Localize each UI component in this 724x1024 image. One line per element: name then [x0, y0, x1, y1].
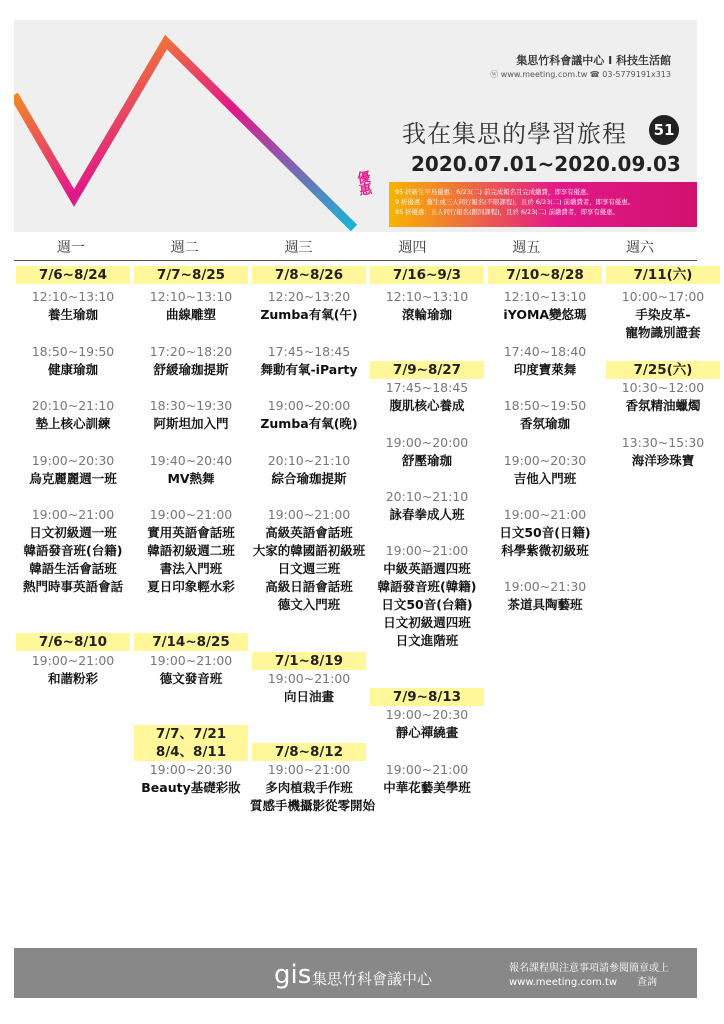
class-time: 19:00~21:00: [385, 543, 469, 558]
weekday-label: 週一: [56, 240, 85, 256]
class-time: 10:30~12:00: [621, 380, 705, 395]
class-time: 19:00~21:00: [31, 653, 115, 668]
class-time: 18:30~19:30: [149, 398, 233, 413]
date-range-label: 7/1~8/19: [252, 652, 366, 670]
weekday-label: 週四: [398, 240, 427, 256]
class-time: 19:00~20:30: [385, 707, 469, 722]
weekday-label: 週六: [626, 240, 655, 256]
class-name: 滾輪瑜珈: [401, 307, 452, 322]
date-range: 2020.07.01~2020.09.03: [411, 152, 681, 176]
class-time: 19:00~21:00: [385, 762, 469, 777]
footer-note-line: 報名課程與注意事項請參閱簡章或上: [509, 963, 669, 974]
class-time: 19:00~21:00: [267, 507, 351, 522]
class-time: 12:10~13:10: [503, 289, 587, 304]
class-name: 香氛瑜珈: [519, 416, 570, 431]
header-banner: [14, 20, 697, 232]
promo-line: 85 折優惠：五人同行報名(跟同課程)，且於 6/23(二) 前繳費者，即享有優惠。: [395, 208, 619, 216]
class-name: 日文週三班: [277, 561, 341, 576]
org-name: 集思竹科會議中心 I 科技生活館: [516, 54, 671, 67]
class-name: 茶道具陶藝班: [507, 597, 583, 612]
class-time: 19:00~20:00: [267, 398, 351, 413]
class-time: 20:10~21:10: [385, 489, 469, 504]
class-name: 書法入門班: [159, 561, 223, 576]
class-time: 17:45~18:45: [385, 380, 469, 395]
date-range-label: 7/9~8/13: [370, 688, 484, 706]
class-time: 19:00~21:00: [149, 653, 233, 668]
class-name: 吉他入門班: [513, 471, 577, 486]
promo-line: 9 折優惠：舊生或三人同行報名(不限課程)，且於 6/23(二) 前繳費者，即享有優惠。: [395, 198, 634, 206]
class-name: 熱門時事英語會話: [22, 579, 123, 594]
promo-line: 95 折新生早鳥優惠：6/23(二) 前完成報名且完成繳費，即享有優惠。: [395, 188, 593, 196]
class-time: 18:50~19:50: [503, 398, 587, 413]
class-name: 健康瑜珈: [47, 362, 98, 377]
class-time: 19:00~21:30: [503, 579, 587, 594]
class-name: 舒壓瑜珈: [401, 453, 452, 468]
class-time: 19:00~20:30: [31, 453, 115, 468]
class-name: 向日油畫: [283, 689, 334, 704]
class-name: 多肉植栽手作班: [265, 780, 353, 795]
class-time: 13:30~15:30: [621, 435, 705, 450]
class-name: 和諧粉彩: [47, 671, 98, 686]
class-name: 曲線雕塑: [165, 307, 216, 322]
class-name: 韓語發音班(台籍): [23, 543, 123, 558]
class-time: 17:40~18:40: [503, 344, 587, 359]
class-name: 日文初級週四班: [383, 615, 471, 630]
class-name: 高級日語會話班: [265, 579, 353, 594]
class-name: 科學紫微初級班: [501, 543, 589, 558]
class-time: 17:20~18:20: [149, 344, 233, 359]
date-range-label: 7/6~8/24: [16, 266, 130, 284]
class-name: Beauty基礎彩妝: [141, 780, 241, 795]
date-range-label: 7/11(六): [606, 266, 720, 284]
class-name: 大家的韓國語初級班: [252, 543, 366, 558]
class-name: 日文初級週一班: [29, 525, 117, 540]
promo-label: 優惠: [356, 170, 374, 199]
class-time: 19:00~21:00: [31, 507, 115, 522]
class-time: 18:50~19:50: [31, 344, 115, 359]
weekday-header: [14, 238, 697, 261]
class-name: 香氛精油蠟燭: [625, 398, 701, 413]
class-name: 日文50音(台籍): [381, 597, 473, 612]
date-range-label: 7/9~8/27: [370, 361, 484, 379]
class-name: 烏克麗麗週一班: [29, 471, 117, 486]
class-time: 12:10~13:10: [31, 289, 115, 304]
class-time: 19:00~20:00: [385, 435, 469, 450]
date-range-label: 7/10~8/28: [488, 266, 602, 284]
class-name: 夏日印象輕水彩: [147, 579, 235, 594]
class-name: 印度寶萊舞: [513, 362, 577, 377]
class-name: 質感手機攝影從零開始: [250, 798, 376, 813]
class-name: 中級英語週四班: [383, 561, 471, 576]
class-name: 墊上核心訓練: [35, 416, 111, 431]
class-time: 12:20~13:20: [267, 289, 351, 304]
class-name: Zumba有氧(午): [260, 307, 358, 322]
date-range-label: 7/7、7/21: [134, 725, 248, 743]
class-name: 高級英語會話班: [265, 525, 353, 540]
date-range-label: 7/16~9/3: [370, 266, 484, 284]
class-time: 19:00~21:00: [267, 671, 351, 686]
class-time: 12:10~13:10: [149, 289, 233, 304]
class-name: 寵物識別證套: [625, 325, 701, 340]
gis-logo: gis: [274, 960, 312, 990]
weekday-label: 週二: [170, 240, 199, 256]
date-range-label: 7/14~8/25: [134, 633, 248, 651]
website-link[interactable]: www.meeting.com.tw: [500, 70, 588, 79]
date-range-label: 7/8~8/12: [252, 743, 366, 761]
class-name: 實用英語會話班: [147, 525, 235, 540]
class-name: MV熱舞: [167, 471, 215, 486]
phone-icon: ☎: [589, 70, 600, 79]
class-name: 舒緩瑜珈提斯: [153, 362, 229, 377]
footer-note: [509, 962, 669, 990]
date-range-label: 8/4、8/11: [134, 743, 248, 761]
class-time: 19:00~20:30: [149, 762, 233, 777]
weekday-label: 週五: [512, 240, 541, 256]
class-time: 19:00~20:30: [503, 453, 587, 468]
class-name: 阿斯坦加入門: [153, 416, 229, 431]
date-range-label: 7/8~8/26: [252, 266, 366, 284]
class-name: 韓語初級週二班: [147, 543, 235, 558]
class-name: 舞動有氧-iParty: [260, 362, 358, 377]
class-time: 17:45~18:45: [267, 344, 351, 359]
class-time: 20:10~21:10: [31, 398, 115, 413]
date-range-label: 7/6~8/10: [16, 633, 130, 651]
class-name: 德文入門班: [277, 597, 341, 612]
class-time: 19:40~20:40: [149, 453, 233, 468]
page-title: 我在集思的學習旅程: [402, 120, 627, 148]
class-name: 詠春拳成人班: [389, 507, 465, 522]
footer-bar: [14, 948, 697, 998]
class-time: 19:00~21:00: [503, 507, 587, 522]
issue-badge: 51: [649, 115, 679, 145]
globe-icon: ⓦ: [490, 70, 499, 79]
class-name: 養生瑜珈: [47, 307, 98, 322]
date-range-label: 7/7~8/25: [134, 266, 248, 284]
class-name: 手染皮革-: [635, 307, 691, 322]
promo-box: [389, 182, 697, 227]
class-time: 12:10~13:10: [385, 289, 469, 304]
class-name: 日文進階班: [395, 633, 459, 648]
class-name: 中華花藝美學班: [383, 780, 471, 795]
class-name: 海洋珍珠寶: [631, 453, 695, 468]
class-time: 10:00~17:00: [621, 289, 705, 304]
class-time: 19:00~21:00: [149, 507, 233, 522]
phone-number: 03-5779191x313: [602, 70, 671, 79]
footer-org-name: 集思竹科會議中心: [312, 970, 433, 988]
class-name: 韓語生活會話班: [29, 561, 117, 576]
class-name: 綜合瑜珈提斯: [271, 471, 347, 486]
class-name: iYOMA變悠瑪: [503, 307, 587, 322]
class-name: 日文50音(日籍): [499, 525, 591, 540]
class-time: 19:00~21:00: [267, 762, 351, 777]
weekday-label: 週三: [284, 240, 313, 256]
class-name: 腹肌核心養成: [389, 398, 465, 413]
footer-note-line: www.meeting.com.tw 查詢: [509, 977, 658, 988]
class-name: 德文發音班: [159, 671, 223, 686]
class-name: 韓語發音班(韓籍): [377, 579, 477, 594]
class-time: 20:10~21:10: [267, 453, 351, 468]
date-range-label: 7/25(六): [606, 361, 720, 379]
class-name: Zumba有氧(晚): [260, 416, 358, 431]
contact-line: [490, 69, 671, 80]
class-name: 靜心禪繞畫: [395, 725, 459, 740]
